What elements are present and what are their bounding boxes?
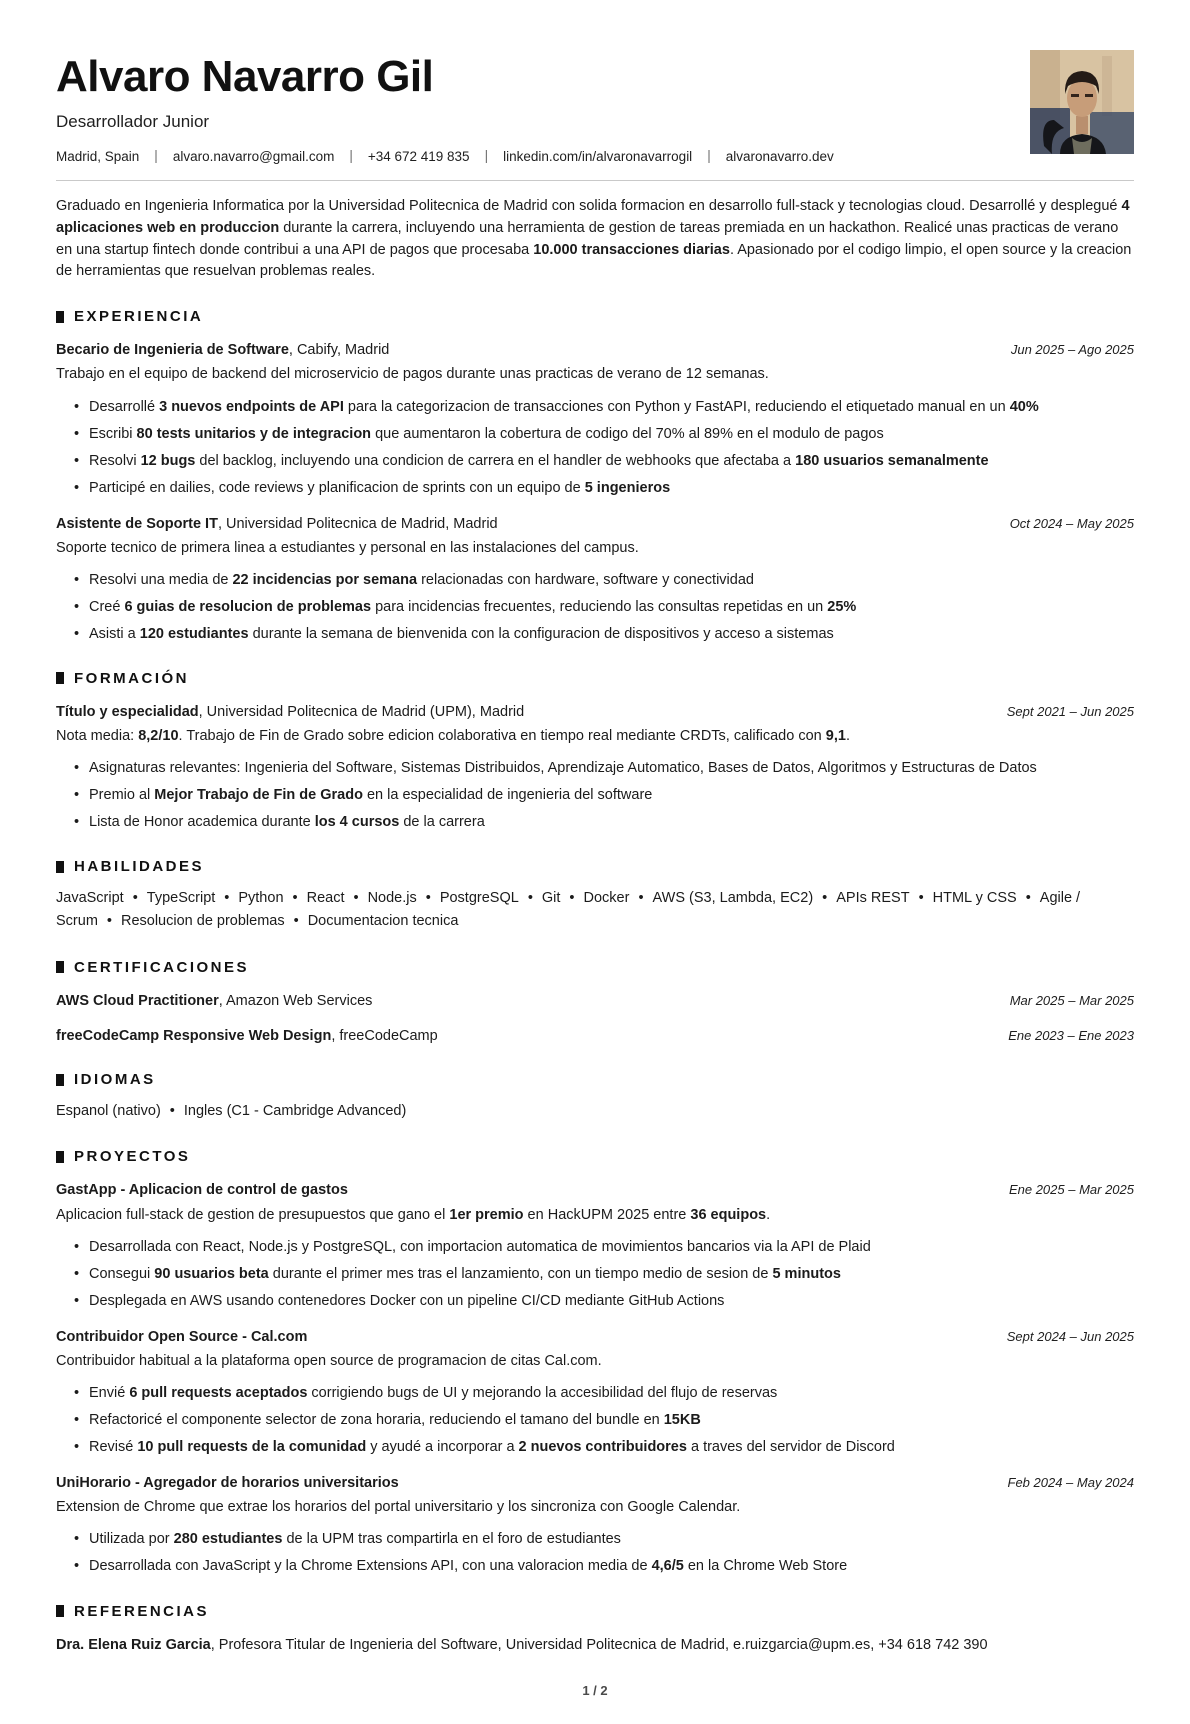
entry	[56, 1180, 1134, 1311]
entry-head	[56, 1635, 1134, 1655]
section-habilidades	[56, 858, 1134, 933]
contact-separator: |	[707, 148, 711, 164]
habilidades-inline-list	[56, 887, 1134, 933]
habilidades-item: React	[306, 890, 345, 907]
habilidades-item: Documentacion tecnica	[307, 913, 459, 930]
contact-item: +34 672 419 835	[367, 149, 470, 165]
contact-item: linkedin.com/in/alvaronavarrogil	[503, 149, 693, 165]
entry-title: GastApp - Aplicacion de control de gastos	[56, 1182, 348, 1199]
entry-date: Mar 2025 – Mar 2025	[1009, 992, 1134, 1008]
contact-item: alvaronavarro.dev	[725, 149, 834, 165]
entry	[56, 1327, 1134, 1458]
bullet-item: • Revisé 10 pull requests de la comunidad y ayudé a incorporar a 2 nuevos contribuidores a traves del servidor de Discord	[89, 1437, 1134, 1458]
entry-bullets	[56, 758, 1134, 833]
entry-bullets	[56, 1383, 1134, 1458]
entry-head	[56, 514, 1134, 534]
section-entries	[56, 887, 1134, 933]
entry-title: Dra. Elena Ruiz Garcia, Profesora Titular de Ingenieria del Software, Universidad Politecnica de Madrid, e.ruizgarcia@upm.es, +34 618 742 390	[56, 1636, 988, 1653]
contact-separator: |	[484, 148, 489, 164]
section-entries	[56, 1100, 1134, 1123]
habilidades-item: Resolucion de problemas	[120, 913, 285, 930]
entry	[56, 702, 1134, 833]
dot-separator: •	[1025, 890, 1031, 907]
entry-description: Soporte tecnico de primera linea a estudiantes y personal en las instalaciones del campus.	[56, 539, 639, 556]
habilidades-item: PostgreSQL	[439, 890, 519, 907]
entry-description: Aplicacion full-stack de gestion de presupuestos que gano el 1er premio en HackUPM 2025 entre 36 equipos.	[56, 1206, 771, 1223]
section-heading-label: EXPERIENCIA	[74, 308, 204, 326]
header-text-block	[56, 50, 1006, 164]
section-heading-label: HABILIDADES	[74, 858, 205, 876]
section-heading-label: PROYECTOS	[74, 1148, 191, 1166]
entry-date: Jun 2025 – Ago 2025	[1010, 342, 1134, 358]
entry-head	[56, 1473, 1134, 1493]
entry	[56, 991, 1134, 1011]
section-proyectos	[56, 1148, 1134, 1577]
bullet-item: • Desarrollé 3 nuevos endpoints de API para la categorizacion de transacciones con Python y FastAPI, reduciendo el etiquetado manual en un 40%	[89, 397, 1134, 418]
resume-header	[56, 50, 1134, 164]
sections-container	[56, 283, 1134, 1655]
section-entries	[56, 340, 1134, 645]
bullet-item: • Escribi 80 tests unitarios y de integracion que aumentaron la cobertura de codigo del 70% al 89% en el modulo de pagos	[89, 424, 1134, 445]
square-bullet-icon	[56, 861, 64, 873]
habilidades-item: Docker	[583, 890, 630, 907]
section-heading	[56, 1603, 1134, 1620]
section-heading	[56, 670, 1134, 687]
section-heading	[56, 959, 1134, 976]
entry-title: Contribuidor Open Source - Cal.com	[56, 1328, 308, 1345]
entry-head	[56, 991, 1134, 1011]
entry-title: Becario de Ingenieria de Software, Cabify, Madrid	[56, 342, 390, 359]
entry-title: UniHorario - Agregador de horarios universitarios	[56, 1475, 399, 1492]
section-heading-label: REFERENCIAS	[74, 1602, 210, 1620]
dot-separator: •	[638, 890, 644, 907]
section-formacion	[56, 670, 1134, 833]
entry	[56, 1473, 1134, 1577]
square-bullet-icon	[56, 1074, 64, 1086]
section-entries	[56, 1180, 1134, 1577]
entry-date: Sept 2021 – Jun 2025	[1006, 703, 1134, 719]
section-referencias	[56, 1603, 1134, 1655]
bullet-item: • Desarrollada con JavaScript y la Chrome Extensions API, con una valoracion media de 4,6/5 en la Chrome Web Store	[89, 1556, 1134, 1577]
profile-photo	[1030, 50, 1134, 154]
entry-head	[56, 1026, 1134, 1046]
entry-date: Feb 2024 – May 2024	[1007, 1475, 1134, 1491]
dot-separator: •	[224, 890, 230, 907]
entry-title: Asistente de Soporte IT, Universidad Politecnica de Madrid, Madrid	[56, 515, 498, 532]
dot-separator: •	[293, 913, 299, 930]
contact-separator: |	[154, 148, 158, 164]
bullet-item: • Lista de Honor academica durante los 4 cursos de la carrera	[89, 812, 1134, 833]
entry	[56, 514, 1134, 645]
habilidades-item: JavaScript	[56, 890, 124, 907]
entry	[56, 1026, 1134, 1046]
bullet-item: • Resolvi 12 bugs del backlog, incluyendo una condicion de carrera en el handler de webhooks que afectaba a 180 usuarios semanalmente	[89, 451, 1134, 472]
idiomas-item: Espanol (nativo)	[56, 1103, 161, 1120]
section-experiencia	[56, 308, 1134, 645]
dot-separator: •	[569, 890, 575, 907]
dot-separator: •	[527, 890, 533, 907]
square-bullet-icon	[56, 311, 64, 323]
habilidades-item: Git	[541, 890, 561, 907]
dot-separator: •	[132, 890, 138, 907]
bullet-item: • Refactoricé el componente selector de zona horaria, reduciendo el tamano del bundle en 15KB	[89, 1410, 1134, 1431]
square-bullet-icon	[56, 672, 64, 684]
bullet-item: • Creé 6 guias de resolucion de problemas para incidencias frecuentes, reduciendo las consultas repetidas en un 25%	[89, 597, 1134, 618]
dot-separator: •	[169, 1103, 175, 1120]
contact-item: Madrid, Spain	[56, 149, 140, 165]
square-bullet-icon	[56, 961, 64, 973]
bullet-item: • Utilizada por 280 estudiantes de la UPM tras compartirla en el foro de estudiantes	[89, 1529, 1134, 1550]
entry-head	[56, 702, 1134, 722]
entry-title: AWS Cloud Practitioner, Amazon Web Services	[56, 992, 373, 1009]
bullet-item: • Desplegada en AWS usando contenedores Docker con un pipeline CI/CD mediante GitHub Actions	[89, 1291, 1134, 1312]
idiomas-inline-list	[56, 1100, 1134, 1123]
entry-date: Sept 2024 – Jun 2025	[1006, 1328, 1134, 1344]
entry-date: Ene 2025 – Mar 2025	[1008, 1182, 1134, 1198]
entry-description: Extension de Chrome que extrae los horarios del portal universitario y los sincroniza con Google Calendar.	[56, 1499, 741, 1516]
section-heading	[56, 858, 1134, 875]
person-name: Alvaro Navarro Gil	[56, 52, 434, 101]
section-heading-label: CERTIFICACIONES	[74, 958, 250, 976]
entry-description: Trabajo en el equipo de backend del microservicio de pagos durante unas practicas de verano de 12 semanas.	[56, 366, 769, 383]
habilidades-item: Python	[238, 890, 284, 907]
entry-date: Ene 2023 – Ene 2023	[1008, 1027, 1134, 1043]
dot-separator: •	[918, 890, 924, 907]
entry-title: Título y especialidad, Universidad Politecnica de Madrid (UPM), Madrid	[56, 703, 525, 720]
page-number: 1 / 2	[582, 1682, 608, 1698]
bullet-item: • Envié 6 pull requests aceptados corrigiendo bugs de UI y mejorando la accesibilidad del flujo de reservas	[89, 1383, 1134, 1404]
entry-bullets	[56, 1529, 1134, 1577]
section-heading	[56, 1071, 1134, 1088]
profile-photo-image	[1030, 50, 1134, 154]
bullet-item: • Resolvi una media de 22 incidencias por semana relacionadas con hardware, software y conectividad	[89, 570, 1134, 591]
contact-item: alvaro.navarro@gmail.com	[172, 149, 335, 165]
bullet-item: • Consegui 90 usuarios beta durante el primer mes tras el lanzamiento, con un tiempo medio de sesion de 5 minutos	[89, 1264, 1134, 1285]
section-heading-label: IDIOMAS	[74, 1071, 156, 1089]
habilidades-item: APIs REST	[836, 890, 910, 907]
square-bullet-icon	[56, 1151, 64, 1163]
section-heading	[56, 308, 1134, 325]
habilidades-item: Agile / Scrum	[56, 890, 1081, 930]
dot-separator: •	[425, 890, 431, 907]
bullet-item: • Desarrollada con React, Node.js y PostgreSQL, con importacion automatica de movimientos bancarios via la API de Plaid	[89, 1237, 1134, 1258]
entry	[56, 340, 1134, 498]
habilidades-item: HTML y CSS	[932, 890, 1017, 907]
entry-bullets	[56, 1237, 1134, 1312]
section-entries	[56, 702, 1134, 833]
bullet-item: • Participé en dailies, code reviews y planificacion de sprints con un equipo de 5 ingenieros	[89, 478, 1134, 499]
contact-row	[56, 149, 1006, 164]
entry-date: Oct 2024 – May 2025	[1009, 515, 1134, 531]
bullet-item: • Premio al Mejor Trabajo de Fin de Grado en la especialidad de ingenieria del software	[89, 785, 1134, 806]
job-title: Desarrollador Junior	[56, 112, 210, 132]
square-bullet-icon	[56, 1605, 64, 1617]
entry-bullets	[56, 397, 1134, 499]
bullet-item: • Asisti a 120 estudiantes durante la semana de bienvenida con la configuracion de dispositivos y acceso a sistemas	[89, 624, 1134, 645]
entry-description: Contribuidor habitual a la plataforma open source de programacion de citas Cal.com.	[56, 1353, 602, 1370]
section-entries	[56, 1635, 1134, 1655]
entry-head	[56, 1327, 1134, 1347]
entry-title: freeCodeCamp Responsive Web Design, freeCodeCamp	[56, 1027, 438, 1044]
summary-paragraph: Graduado en Ingenieria Informatica por la Universidad Politecnica de Madrid con solida formacion en desarrollo full-stack y tecnologias cloud. Desarrollé y desplegué 4 aplicaciones web en produccion durante la carrera, incluyendo una herramienta de gestion de tareas premiada en un hackathon. Realicé unas practicas de verano en una startup fintech donde contribui a una API de pagos que procesaba 10.000 transacciones diarias. Apasionado por el codigo limpio, el open source y la creacion de herramientas que resuelvan problemas reales.	[56, 198, 1132, 280]
contact-separator: |	[349, 148, 353, 164]
habilidades-item: TypeScript	[146, 890, 216, 907]
entry-head	[56, 1180, 1134, 1200]
dot-separator: •	[822, 890, 828, 907]
header-divider	[56, 180, 1134, 181]
habilidades-item: Node.js	[367, 890, 417, 907]
section-certificaciones	[56, 959, 1134, 1047]
dot-separator: •	[106, 913, 112, 930]
entry-description: Nota media: 8,2/10. Trabajo de Fin de Grado sobre edicion colaborativa en tiempo real mediante CRDTs, calificado con 9,1.	[56, 728, 850, 745]
section-heading	[56, 1148, 1134, 1165]
bullet-item: • Asignaturas relevantes: Ingenieria del Software, Sistemas Distribuidos, Aprendizaje Automatico, Bases de Datos, Algoritmos y Estructuras de Datos	[89, 758, 1134, 779]
section-entries	[56, 991, 1134, 1047]
dot-separator: •	[353, 890, 359, 907]
entry	[56, 1635, 1134, 1655]
habilidades-item: AWS (S3, Lambda, EC2)	[652, 890, 814, 907]
section-idiomas	[56, 1071, 1134, 1123]
entry-head	[56, 340, 1134, 360]
idiomas-item: Ingles (C1 - Cambridge Advanced)	[183, 1103, 407, 1120]
dot-separator: •	[292, 890, 298, 907]
entry-bullets	[56, 570, 1134, 645]
section-heading-label: FORMACIÓN	[74, 669, 189, 687]
